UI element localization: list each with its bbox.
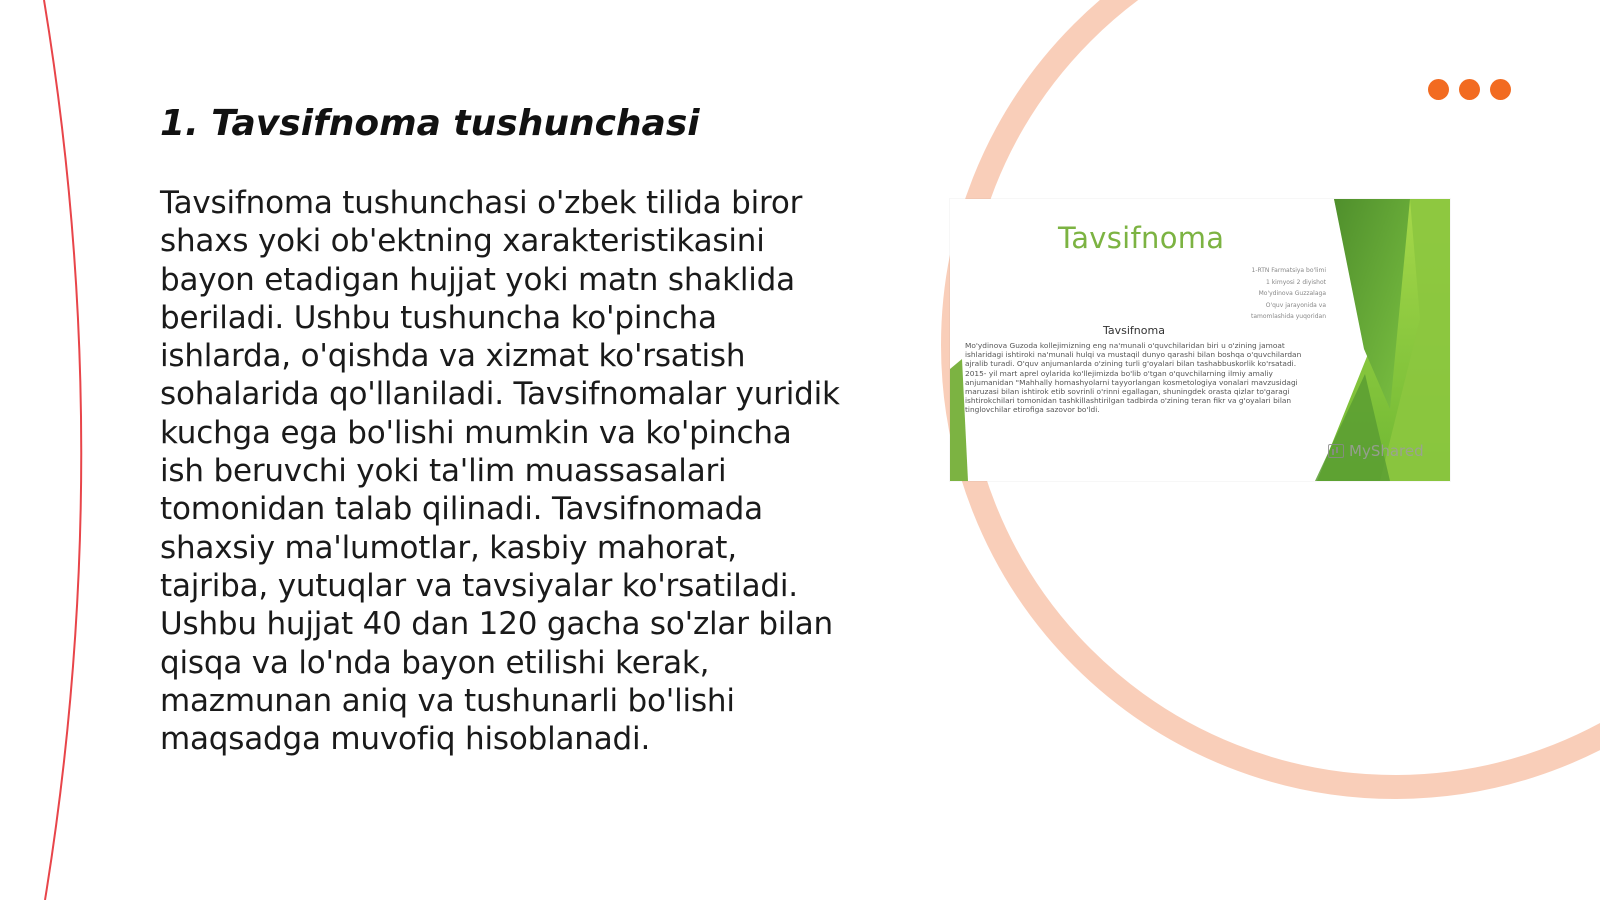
decorative-dots [1428, 79, 1511, 100]
dot-icon [1490, 79, 1511, 100]
chart-board-icon [1328, 444, 1344, 458]
slide-heading: 1. Tavsifnoma tushunchasi [160, 103, 700, 144]
thumbnail-side-line: 1-RTN Farmatsiya bo'limi [1251, 267, 1326, 274]
left-accent-line [44, 0, 81, 900]
thumbnail-brand-label: MyShared [1349, 442, 1424, 460]
thumbnail-subtitle: Tavsifnoma [1103, 324, 1165, 337]
thumbnail-side-line: tamomlashida yuqoridan [1251, 313, 1326, 320]
thumbnail-side-text [1206, 265, 1326, 323]
thumbnail-title: Tavsifnoma [1058, 221, 1225, 255]
thumbnail-side-line: 1 kimyosi 2 diyishot [1265, 278, 1326, 286]
thumbnail-side-line: O'quv jarayonida va [1265, 301, 1326, 309]
embedded-slide-image [950, 199, 1450, 481]
dot-icon [1459, 79, 1480, 100]
thumbnail-paragraph: Mo'ydinova Guzoda kollejimizning eng na'munali o'quvchilaridan biri u o'zining jamoat ishlaridagi ishtiroki na'munali hulqi va mustaqil dunyo qarashi bilan boshqa o'quvchilardan ajralib turadi. O'quv anjumanlarda o'zining turli g'oyalari bilan tashabbuskorlik ko'rsatadi. 2015- yil mart aprel oylarida ko'llejimizda bo'lib o'tgan o'quvchilarning ilmiy amaliy anjumanidan "Mahhally homashyolarni tayyorlangan kosmetologiya vonalari mavzusidagi maruzasi bilan ishtirok etib sovrinli o'rinni egallagan, shuningdek orasta qizlar to'garagi ishtirokchilari tomonidan tashkillashtirilgan tadbirda o'zining teran fikr va g'oyalari bilan tinglovchilar etirofiga sazovor bo'ldi. [965, 341, 1302, 415]
slide-body-text: Tavsifnoma tushunchasi o'zbek tilida biror shaxs yoki ob'ektning xarakteristikasini bayon etadigan hujjat yoki matn shaklida beriladi. Ushbu tushuncha ko'pincha ishlarda, o'qishda va xizmat ko'rsatish sohalarida qo'llaniladi. Tavsifnomalar yuridik kuchga ega bo'lishi mumkin va ko'pincha ish beruvchi yoki ta'lim muassasalari tomonidan talab qilinadi. Tavsifnomada shaxsiy ma'lumotlar, kasbiy mahorat, tajriba, yutuqlar va tavsiyalar ko'rsatiladi. Ushbu hujjat 40 dan 120 gacha so'zlar bilan qisqa va lo'nda bayon etilishi kerak, mazmunan aniq va tushunarli bo'lishi maqsadga muvofiq hisoblanadi. [160, 185, 840, 758]
thumbnail-side-line: Mo'ydinova Guzzalaga [1258, 290, 1326, 297]
dot-icon [1428, 79, 1449, 100]
thumbnail-watermark [1328, 442, 1424, 460]
